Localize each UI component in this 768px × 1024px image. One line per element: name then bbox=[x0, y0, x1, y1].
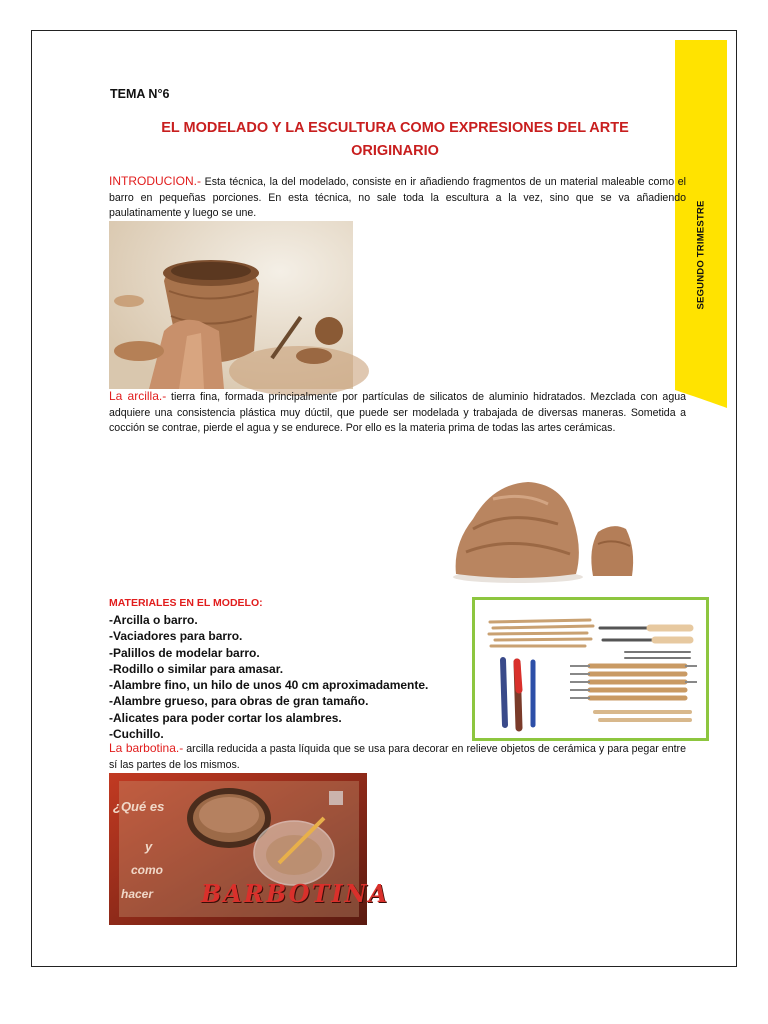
materiales-item: -Cuchillo. bbox=[109, 727, 164, 742]
arcilla-label: La arcilla.- bbox=[109, 389, 167, 403]
barbotina-overlay-como: como bbox=[131, 863, 164, 877]
barbotina-overlay-y: y bbox=[145, 839, 153, 854]
intro-paragraph bbox=[109, 174, 686, 222]
materiales-heading: MATERIALES EN EL MODELO: bbox=[109, 597, 263, 609]
materiales-item: -Alambre grueso, para obras de gran tamaño. bbox=[109, 694, 369, 709]
barbotina-text: arcilla reducida a pasta líquida que se usa para decorar en relieve objetos de cerámica y para pegar entre sí las partes de los mismos. bbox=[109, 743, 686, 771]
side-tab-label: SEGUNDO TRIMESTRE bbox=[695, 200, 707, 310]
materiales-item: -Vaciadores para barro. bbox=[109, 629, 243, 644]
barbotina-overlay-title: BARBOTINA bbox=[201, 879, 390, 908]
page-title bbox=[150, 117, 640, 163]
barbotina-overlay-que-es: ¿Qué es bbox=[113, 799, 165, 814]
materiales-list bbox=[109, 612, 428, 742]
arcilla-paragraph bbox=[109, 389, 686, 437]
tema-heading: TEMA N°6 bbox=[110, 87, 170, 101]
barbotina-photo bbox=[109, 773, 390, 925]
materiales-item: -Rodillo o similar para amasar. bbox=[109, 661, 284, 676]
title-line-1: EL MODELADO Y LA ESCULTURA COMO EXPRESIONES DEL ARTE bbox=[161, 120, 629, 136]
title-line-2: ORIGINARIO bbox=[351, 143, 439, 159]
arcilla-text: tierra fina, formada principalmente por partículas de silicatos de aluminio hidratados. Mezclada con agua adquiere una consistencia plástica muy dúctil, que puede ser modelada y trabajada de diversas maneras. Sometida a cocción se contrae, pierde el agua y se endurece. Por ello es la materia prima de todas las artes cerámicas. bbox=[109, 391, 686, 434]
materiales-item: -Arcilla o barro. bbox=[109, 613, 198, 627]
intro-label: INTRODUCION.- bbox=[109, 174, 201, 188]
materiales-item: -Palillos de modelar barro. bbox=[109, 645, 260, 660]
barbotina-paragraph bbox=[109, 741, 686, 773]
barbotina-label: La barbotina.- bbox=[109, 741, 184, 755]
materiales-item: -Alicates para poder cortar los alambres. bbox=[109, 710, 342, 725]
barbotina-overlay-hacer: hacer bbox=[121, 887, 154, 901]
intro-text: Esta técnica, la del modelado, consiste en ir añadiendo fragmentos de un material maleable como el barro en pequeñas porciones. En esta técnica, no sale toda la escultura a la vez, sino que se va añadiendo paulatinamente y luego se une. bbox=[109, 176, 686, 219]
clay-pot-photo bbox=[109, 221, 353, 389]
modeling-tools-photo bbox=[472, 597, 709, 741]
clay-lumps-photo bbox=[448, 474, 644, 586]
materiales-item: -Alambre fino, un hilo de unos 40 cm aproximadamente. bbox=[109, 678, 429, 693]
